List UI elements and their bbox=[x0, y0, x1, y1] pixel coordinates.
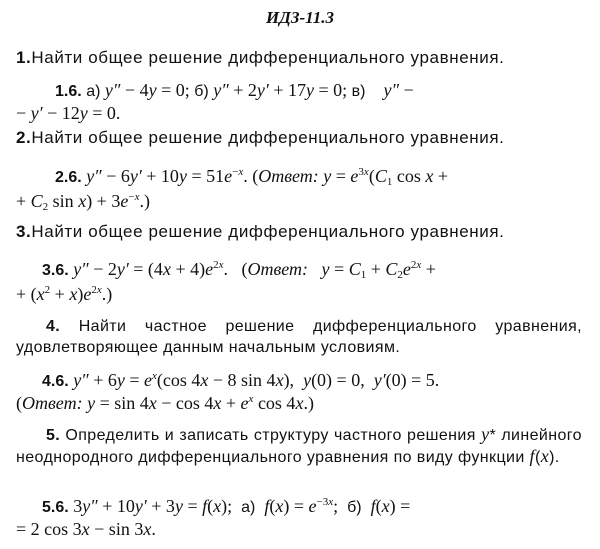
task-1-heading bbox=[16, 48, 504, 68]
task-number: 2. bbox=[16, 128, 32, 147]
task-4-heading bbox=[16, 316, 582, 358]
problem-5-6-line-2: = 2 cos 3x − sin 3x. bbox=[16, 519, 156, 539]
problem-2-6-line-1: 2.6. $y'' - 6y' + 10y = 51e^{-x}$. (Ответ: $y = e^{3x}(C_1$ cos x + bbox=[55, 166, 448, 188]
task-text: Найти общее решение дифференциального уравнения. bbox=[31, 222, 505, 241]
problem-1-6-line-2: − y′ − 12y = 0. bbox=[16, 103, 121, 123]
option-b-label: б) bbox=[194, 83, 209, 100]
task-2-heading bbox=[16, 128, 504, 148]
option-b-label: б) bbox=[347, 499, 362, 516]
option-a-label: а) bbox=[86, 83, 101, 100]
task-text: Найти общее решение дифференциального уравнения. bbox=[31, 128, 505, 147]
task-number: 1. bbox=[16, 48, 32, 67]
answer-label: Ответ: bbox=[22, 393, 83, 413]
problem-5-6-line-1: 5.6. 3y″ + 10y′ + 3y = f(x); а) $f(x) = e^{-3x}$; б) f(x) = bbox=[42, 496, 411, 516]
task-text: Найти частное решение дифференциального уравнения, удовлетворяющее данным начальным условиям. bbox=[16, 318, 582, 356]
problem-number: 2.6. bbox=[55, 169, 82, 186]
task-number: 4. bbox=[46, 318, 61, 335]
option-v-label: в) bbox=[351, 83, 366, 100]
task-text-continued: линейного неоднородного дифференциального уравнения по виду функции bbox=[16, 427, 582, 466]
task-number: 3. bbox=[16, 222, 32, 241]
task-number: 5. bbox=[46, 427, 61, 444]
problem-2-6-line-2: + $C_2$ $\sin x) + 3e^{-x}$.) bbox=[16, 191, 150, 213]
problem-3-6-line-2: + $(x^2 + x)e^{2x}$.) bbox=[16, 284, 113, 304]
task-text: Определить и записать структуру частного решения bbox=[65, 427, 476, 444]
problem-1-6-line-1: 1.6. а) y″ − 4y = 0; б) y″ + 2y′ + 17y = 0; в) y″ − bbox=[55, 80, 414, 100]
problem-3-6-line-1: 3.6. $y'' - 2y' = (4x + 4)e^{2x}$. (Ответ: $y = C_1 + C_2e^{2x}$ + bbox=[42, 259, 436, 281]
problem-4-6-line-2: (Ответ: $y = \sin 4x - \cos 4x + e^x$ cos 4x.) bbox=[16, 393, 314, 413]
problem-number: 5.6. bbox=[42, 499, 69, 516]
answer-label: Ответ: bbox=[258, 166, 319, 186]
task-5-heading: 5. Определить и записать структуру частного решения y* линейного неоднородного дифференциального уравнения по виду функции f(x). bbox=[16, 424, 582, 466]
problem-number: 3.6. bbox=[42, 262, 69, 279]
option-a-label: а) bbox=[241, 499, 256, 516]
task-text: Найти общее решение дифференциального уравнения. bbox=[31, 48, 505, 67]
task-3-heading bbox=[16, 222, 504, 242]
answer-label: Ответ: bbox=[247, 259, 309, 279]
problem-4-6-line-1: 4.6. $y'' + 6y = e^x(\cos$ 4x − 8 sin 4x), y(0) = 0, y′(0) = 5. bbox=[42, 370, 440, 390]
document-title: ИДЗ-11.3 bbox=[266, 8, 334, 27]
problem-number: 1.6. bbox=[55, 83, 82, 100]
problem-number: 4.6. bbox=[42, 373, 69, 390]
